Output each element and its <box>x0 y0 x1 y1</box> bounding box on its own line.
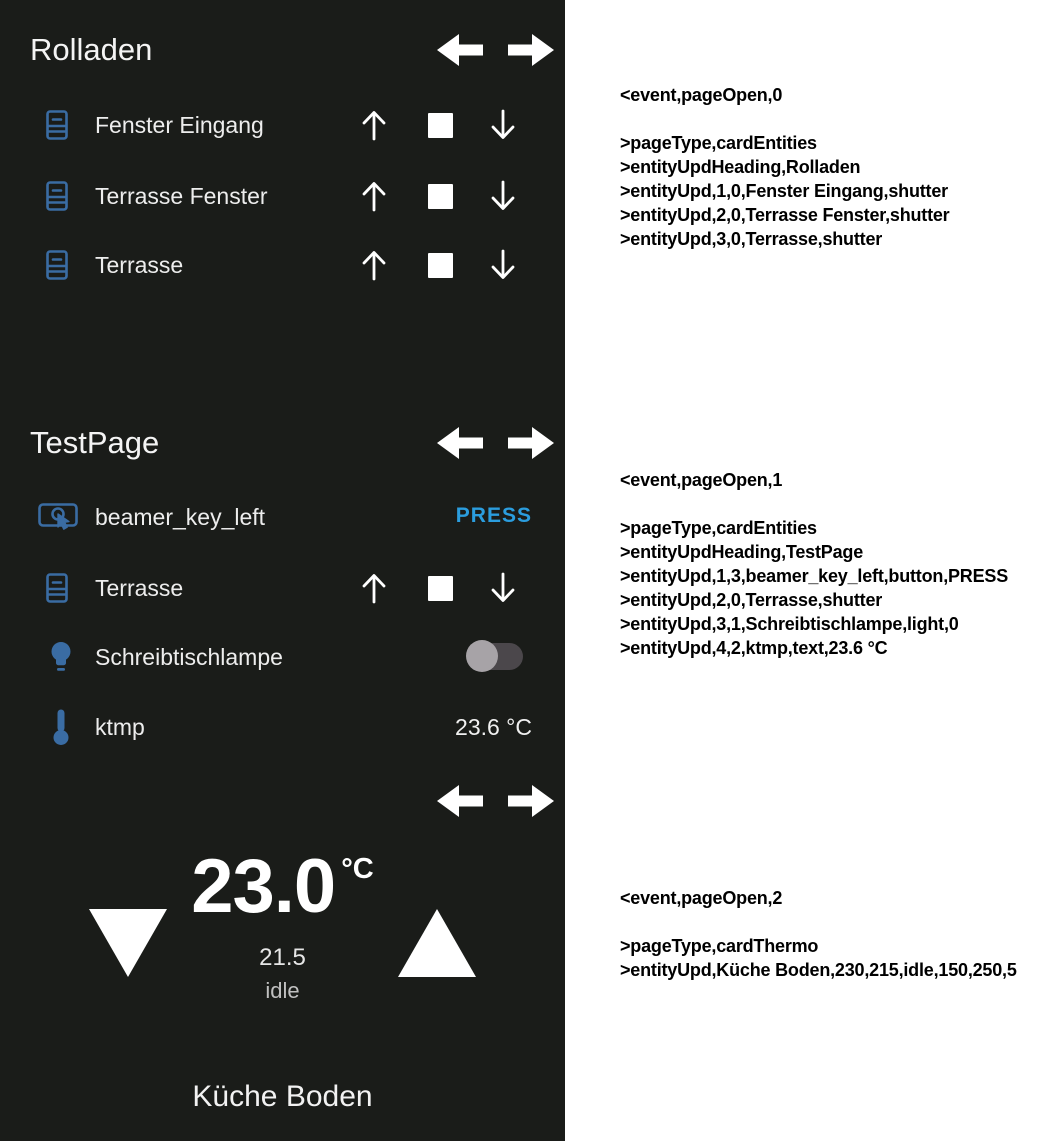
arrow-down-icon <box>486 108 520 142</box>
arrow-up-icon <box>357 571 391 605</box>
arrow-down-icon <box>486 179 520 213</box>
temperature-value: 23.6 °C <box>455 714 532 740</box>
protocol-line: >entityUpd,Küche Boden,230,215,idle,150,250,5 <box>620 960 1017 980</box>
current-temperature-value: 23.0 <box>191 844 336 929</box>
page-prev-button[interactable] <box>437 33 483 67</box>
page-next-button[interactable] <box>508 426 554 460</box>
arrow-left-bold-icon <box>437 33 483 67</box>
page-prev-button[interactable] <box>437 426 483 460</box>
shutter-down-button[interactable] <box>486 108 520 142</box>
shutter-stop-button[interactable] <box>423 571 457 605</box>
protocol-line <box>620 910 1045 934</box>
shutter-stop-button[interactable] <box>423 108 457 142</box>
shutter-up-button[interactable] <box>357 571 391 605</box>
toggle-knob <box>466 640 498 672</box>
arrow-down-icon <box>486 571 520 605</box>
arrow-up-icon <box>357 248 391 282</box>
protocol-line: >entityUpd,3,0,Terrasse,shutter <box>620 229 883 249</box>
shutter-up-button[interactable] <box>357 108 391 142</box>
arrow-left-bold-icon <box>437 426 483 460</box>
protocol-line <box>620 492 1045 516</box>
protocol-line: >entityUpd,2,0,Terrasse Fenster,shutter <box>620 205 950 225</box>
stop-square-icon <box>428 113 453 138</box>
entity-row-terrasse-fenster <box>0 174 565 218</box>
protocol-line: <event,pageOpen,1 <box>620 470 783 490</box>
protocol-line: >entityUpdHeading,TestPage <box>620 542 864 562</box>
entity-row-terrasse-testpage <box>0 566 565 610</box>
shutter-up-button[interactable] <box>357 179 391 213</box>
entity-label: Schreibtischlampe <box>95 644 283 670</box>
protocol-line: >entityUpd,1,3,beamer_key_left,button,PRESS <box>620 566 1009 586</box>
page-next-button[interactable] <box>508 784 554 818</box>
arrow-up-icon <box>357 108 391 142</box>
window-shutter-icon <box>46 110 68 140</box>
lightbulb-icon <box>48 641 74 673</box>
window-shutter-icon <box>46 181 68 211</box>
shutter-down-button[interactable] <box>486 571 520 605</box>
entity-label: Fenster Eingang <box>95 112 264 138</box>
protocol-block-pageopen-2 <box>620 886 1045 982</box>
entity-row-beamer-key-left <box>0 495 565 539</box>
arrow-right-bold-icon <box>508 33 554 67</box>
shutter-down-button[interactable] <box>486 179 520 213</box>
arrow-right-bold-icon <box>508 784 554 818</box>
shutter-up-button[interactable] <box>357 248 391 282</box>
page-next-button[interactable] <box>508 33 554 67</box>
page-title-rolladen: Rolladen <box>30 32 153 67</box>
protocol-line: >entityUpdHeading,Rolladen <box>620 157 861 177</box>
shutter-stop-button[interactable] <box>423 179 457 213</box>
protocol-line: >entityUpd,4,2,ktmp,text,23.6 °C <box>620 638 888 658</box>
thermostat-state: idle <box>265 978 300 1003</box>
protocol-line: >entityUpd,3,1,Schreibtischlampe,light,0 <box>620 614 959 634</box>
stop-square-icon <box>428 253 453 278</box>
protocol-block-pageopen-1 <box>620 468 1045 660</box>
current-temperature <box>0 844 565 943</box>
gesture-tap-button-icon <box>38 501 78 533</box>
entity-label: Terrasse <box>95 252 184 278</box>
protocol-block-pageopen-0 <box>620 83 1045 251</box>
press-button[interactable]: PRESS <box>392 504 532 528</box>
protocol-line: >pageType,cardThermo <box>620 936 819 956</box>
stop-square-icon <box>428 576 453 601</box>
protocol-line: >entityUpd,1,0,Fenster Eingang,shutter <box>620 181 948 201</box>
page-prev-button[interactable] <box>437 784 483 818</box>
entity-label: ktmp <box>95 714 145 740</box>
protocol-line: <event,pageOpen,2 <box>620 888 783 908</box>
protocol-line: <event,pageOpen,0 <box>620 85 783 105</box>
shutter-stop-button[interactable] <box>423 248 457 282</box>
arrow-left-bold-icon <box>437 784 483 818</box>
protocol-line <box>620 107 1045 131</box>
entity-row-terrasse <box>0 243 565 287</box>
window-shutter-icon <box>46 573 68 603</box>
thermostat-entity-name: Küche Boden <box>192 1080 373 1113</box>
stop-square-icon <box>428 184 453 209</box>
protocol-line: >pageType,cardEntities <box>620 518 817 538</box>
thermometer-icon <box>52 708 70 746</box>
shutter-down-button[interactable] <box>486 248 520 282</box>
entity-label: Terrasse Fenster <box>95 183 268 209</box>
window-shutter-icon <box>46 250 68 280</box>
arrow-up-icon <box>357 179 391 213</box>
entity-row-schreibtischlampe <box>0 635 565 679</box>
light-toggle-off[interactable] <box>466 640 524 674</box>
temperature-unit: °C <box>341 853 374 885</box>
arrow-down-icon <box>486 248 520 282</box>
page-title-testpage: TestPage <box>30 425 160 460</box>
entity-row-ktmp <box>0 705 565 749</box>
entity-label: Terrasse <box>95 575 184 601</box>
entity-label: beamer_key_left <box>95 504 266 530</box>
entity-row-fenster-eingang <box>0 103 565 147</box>
target-temperature: 21.5 <box>259 944 306 971</box>
arrow-right-bold-icon <box>508 426 554 460</box>
protocol-line: >pageType,cardEntities <box>620 133 817 153</box>
protocol-line: >entityUpd,2,0,Terrasse,shutter <box>620 590 883 610</box>
